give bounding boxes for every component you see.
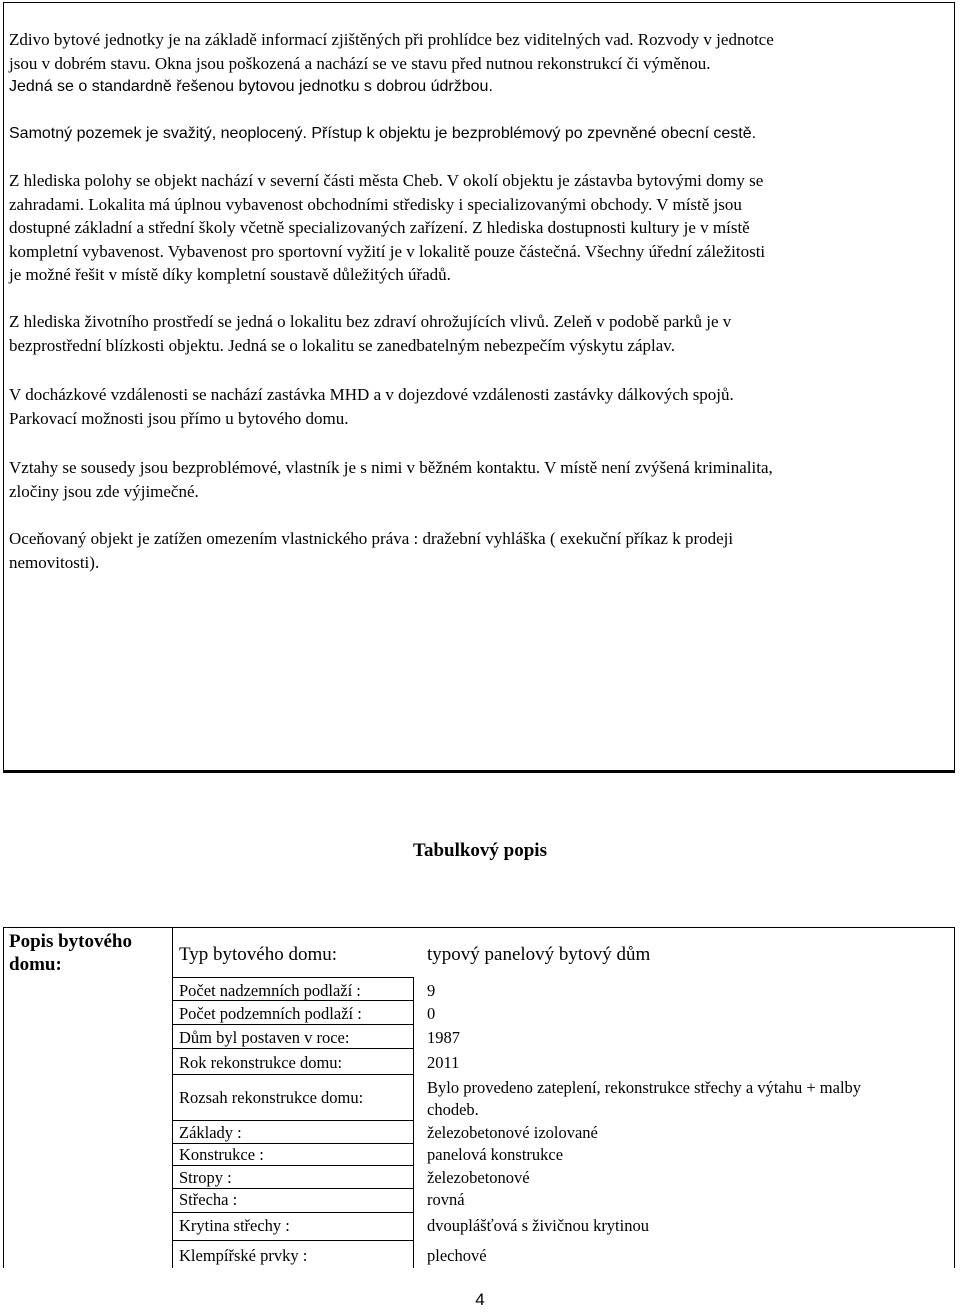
paragraph-environment	[9, 310, 949, 357]
paragraph-ownership-restriction	[9, 527, 949, 574]
paragraph-line: je možné řešit v místě díky kompletní soustavě důležitých úřadů.	[9, 265, 451, 284]
table-cell-label: Rozsah rekonstrukce domu:	[179, 1088, 364, 1107]
table-cell-value: panelová konstrukce	[427, 1145, 564, 1164]
page-frame-top-border	[3, 2, 955, 3]
table-inner-column-divider	[413, 977, 414, 1268]
paragraph-line: Z hlediska polohy se objekt nachází v severní části města Cheb. V okolí objektu je zástavba bytovými domy se	[9, 171, 764, 190]
table-cell-value: železobetonové izolované	[427, 1123, 598, 1142]
paragraph-line: zločiny jsou zde výjimečné.	[9, 481, 199, 501]
table-cell-value: 2011	[427, 1053, 460, 1072]
table-cell-value: 9	[427, 981, 436, 1000]
table-cell-value: typový panelový bytový dům	[427, 944, 651, 965]
table-cell-label: Stropy :	[179, 1168, 232, 1187]
table-left-border	[3, 928, 4, 1268]
table-cell-value: 1987	[427, 1028, 460, 1047]
page-frame-right-border	[954, 2, 955, 772]
table-cell-value: chodeb.	[427, 1100, 479, 1119]
table-cell-label: Typ bytového domu:	[179, 944, 338, 965]
paragraph-line: Vztahy se sousedy jsou bezproblémové, vlastník je s nimi v běžném kontaktu. V místě není zvýšená kriminalita,	[9, 458, 773, 477]
table-column-divider	[172, 927, 173, 1268]
paragraph-transport	[9, 383, 949, 430]
paragraph-line: dostupné základní a střední školy včetně specializovaných zařízení. Z hlediska dostupnosti kultury je v místě	[9, 218, 750, 237]
table-cell-label: Krytina střechy :	[179, 1216, 290, 1235]
table-row-separator	[173, 1024, 413, 1025]
paragraph-neighbours	[9, 456, 949, 503]
paragraph-land	[9, 122, 949, 146]
table-cell-value: rovná	[427, 1190, 465, 1209]
paragraph-line: Parkovací možnosti jsou přímo u bytového domu.	[9, 408, 349, 428]
table-row-separator	[173, 1240, 413, 1241]
paragraph-line: nemovitosti).	[9, 552, 100, 572]
paragraph-line: zahradami. Lokalita má úplnou vybavenost obchodními středisky i specializovanými obchody. V místě jsou	[9, 194, 742, 214]
table-cell-value: plechové	[427, 1246, 487, 1265]
paragraph-line: Samotný pozemek je svažitý, neoplocený. Přístup k objektu je bezproblémový po zpevněné obecní cestě.	[9, 125, 757, 142]
table-row-separator	[173, 1074, 413, 1075]
section-title: Tabulkový popis	[413, 840, 547, 861]
section-divider	[3, 770, 955, 773]
paragraph-line: kompletní vybavenost. Vybavenost pro sportovní vyžití je v lokalitě pouze částečná. Všechny úřední záležitosti	[9, 241, 766, 261]
paragraph-line: Oceňovaný objekt je zatížen omezením vlastnického práva : dražební vyhláška ( exekuční příkaz k prodeji	[9, 529, 734, 548]
table-row-separator	[173, 977, 413, 978]
table-top-border	[3, 927, 955, 928]
table-row-separator	[173, 1165, 413, 1166]
table-cell-label: Klempířské prvky :	[179, 1246, 308, 1265]
table-row-separator	[173, 1212, 413, 1213]
table-right-border	[954, 927, 955, 1268]
page-frame-left-border	[3, 2, 4, 772]
paragraph-location	[9, 169, 949, 287]
table-cell-label: Rok rekonstrukce domu:	[179, 1053, 343, 1072]
table-cell-value: 0	[427, 1004, 436, 1023]
table-row-separator	[173, 1120, 413, 1121]
table-cell-label: Základy :	[179, 1123, 242, 1142]
paragraph-line: Z hlediska životního prostředí se jedná o lokalitu bez zdraví ohrožujících vlivů. Zeleň v podobě parků je v	[9, 312, 732, 331]
table-cell-label: Konstrukce :	[179, 1145, 264, 1164]
paragraph-line: jsou v dobrém stavu. Okna jsou poškozená a nachází se ve stavu před nutnou rekonstrukcí či výměnou.	[9, 53, 711, 73]
table-heading	[9, 930, 167, 976]
table-cell-label: Počet nadzemních podlaží :	[179, 981, 361, 1000]
table-row-separator	[173, 1048, 413, 1049]
table-cell-label: Střecha :	[179, 1190, 238, 1209]
table-cell-value: železobetonové	[427, 1168, 530, 1187]
table-cell-value: Bylo provedeno zateplení, rekonstrukce střechy a výtahu + malby	[427, 1078, 862, 1097]
paragraph-line: Jedná se o standardně řešenou bytovou jednotku s dobrou údržbou.	[9, 78, 493, 95]
paragraph-line: bezprostřední blízkosti objektu. Jedná se o lokalitu se zanedbatelným nebezpečím výskytu záplav.	[9, 335, 675, 355]
paragraph-line: Zdivo bytové jednotky je na základě informací zjištěných při prohlídce bez viditelných vad. Rozvody v jednotce	[9, 30, 774, 49]
table-heading-line: Popis bytového	[9, 931, 132, 952]
paragraph-building-condition	[9, 28, 949, 99]
paragraph-line: V docházkové vzdálenosti se nachází zastávka MHD a v dojezdové vzdálenosti zastávky dálkových spojů.	[9, 385, 734, 404]
page-number: 4	[475, 1290, 485, 1309]
table-cell-label: Počet podzemních podlaží :	[179, 1004, 362, 1023]
table-cell-value: dvouplášťová s živičnou krytinou	[427, 1216, 649, 1235]
table-heading-line: domu:	[9, 954, 62, 975]
table-cell-label: Dům byl postaven v roce:	[179, 1028, 350, 1047]
